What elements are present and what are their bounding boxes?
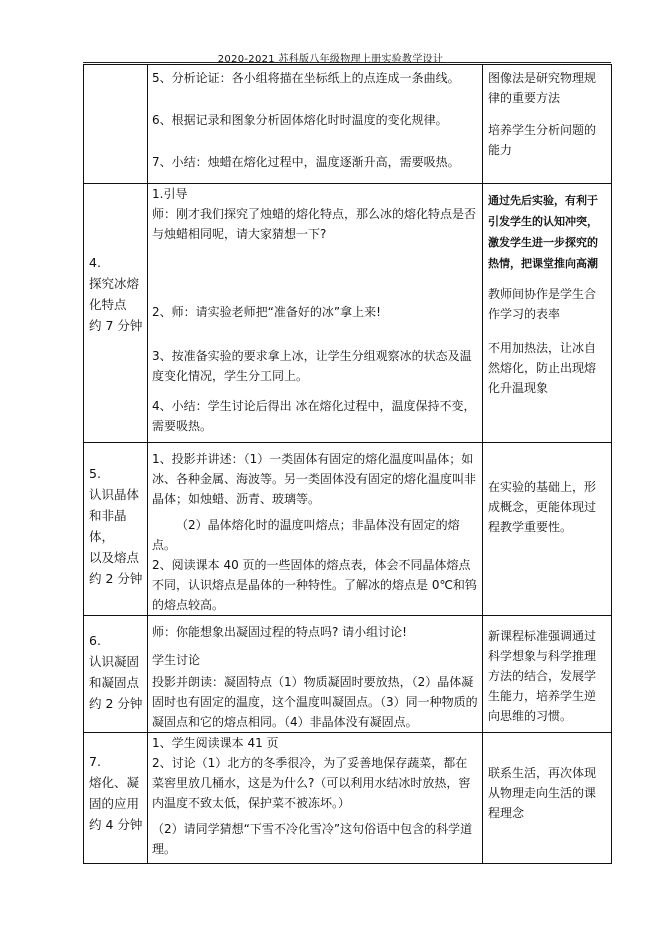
note-text: 不用加热法，让冰自然熔化，防止出现熔化升温现象	[488, 341, 597, 395]
section-duration: 约 2 分钟	[89, 696, 143, 711]
section-title: 熔化、凝	[89, 775, 140, 790]
section-title: 认识凝固	[89, 654, 140, 669]
note-cell	[483, 443, 612, 616]
note-text: 新课程标准强调通过科学想象与科学推理方法的结合，发展学生能力，培养学生逆向思维的习惯。	[488, 629, 597, 723]
activity-text: 学生讨论	[152, 653, 201, 667]
activity-text: （2）晶体熔化时的温度叫熔点；非晶体没有固定的熔点。	[152, 518, 460, 552]
section-title: 以及熔点	[89, 550, 140, 565]
table-row	[84, 616, 612, 733]
activity-cell	[148, 443, 483, 616]
section-cell	[84, 184, 148, 443]
lesson-table	[83, 64, 612, 864]
section-title: 化特点	[89, 297, 127, 312]
activity-text: 2、讨论（1）北方的冬季很冷，为了妥善地保存蔬菜，都在菜窖里放几桶水，这是为什么?（可以利用水结冰时放热，窖内温度不致太低，保护菜不被冻坏。）	[152, 756, 471, 810]
activity-text: 师：你能想象出凝固过程的特点吗? 请小组讨论!	[152, 625, 407, 639]
activity-cell	[148, 184, 483, 443]
section-cell	[84, 443, 148, 616]
note-cell	[483, 65, 612, 184]
section-number: 4.	[89, 255, 101, 270]
note-cell	[483, 184, 612, 443]
table-row	[84, 733, 612, 864]
activity-text: 师：刚才我们探究了烛蜡的熔化特点，那么冰的熔化特点是否与烛蜡相同呢，请大家猜想一下?	[152, 207, 477, 241]
section-duration: 约 2 分钟	[89, 571, 143, 586]
activity-cell	[148, 65, 483, 184]
section-cell	[84, 616, 148, 733]
note-text: 通过先后实验，有利于引发学生的认知冲突，激发学生进一步探究的热情，把课堂推向高潮	[488, 194, 598, 270]
header-rule	[83, 62, 611, 63]
activity-text: 投影并朗读：凝固特点（1）物质凝固时要放热，（2）晶体凝固时也有固定的温度，这个温度叫凝固点。（3）同一种物质的凝固点和它的熔点相同。（4）非晶体没有凝固点。	[152, 675, 478, 729]
page-header: 2020-2021 苏科版八年级物理上册实验教学设计	[217, 54, 444, 65]
section-number: 5.	[89, 466, 101, 481]
section-title: 和非晶体，	[89, 508, 127, 544]
activity-text: 2、师：请实验老师把“准备好的冰”拿上来!	[152, 305, 381, 319]
section-title: 和凝固点	[89, 675, 140, 690]
activity-cell	[148, 733, 483, 864]
activity-text: 4、小结：学生讨论后得出 冰在熔化过程中，温度保持不变，需要吸热。	[152, 399, 476, 433]
activity-cell	[148, 616, 483, 733]
activity-text: 7、小结：烛蜡在熔化过程中，温度逐渐升高，需要吸热。	[152, 155, 460, 169]
section-number: 6.	[89, 633, 101, 648]
activity-text: 5、分析论证：各小组将描在坐标纸上的点连成一条曲线。	[152, 71, 460, 85]
activity-text: 1、学生阅读课本 41 页	[152, 736, 279, 750]
activity-text: 1.引导	[152, 187, 188, 201]
note-text: 在实验的基础上，形成概念，更能体现过程教学重要性。	[488, 480, 597, 534]
note-text: 联系生活，再次体现从物理走向生活的课程理念	[488, 766, 597, 820]
section-title: 探究冰熔	[89, 276, 140, 291]
note-cell	[483, 616, 612, 733]
note-cell	[483, 733, 612, 864]
section-duration: 约 7 分钟	[89, 318, 143, 333]
activity-text: 6、根据记录和图象分析固体熔化时时温度的变化规律。	[152, 113, 448, 127]
table-row	[84, 443, 612, 616]
activity-text: （2）请同学猜想“下雪不冷化雪冷”这句俗语中包含的科学道理。	[152, 822, 473, 856]
note-text: 教师间协作是学生合作学习的表率	[488, 287, 597, 321]
table-row	[84, 184, 612, 443]
section-cell	[84, 65, 148, 184]
activity-text: 2、阅读课本 40 页的一些固体的熔点表，体会不同晶体熔点不同，认识熔点是晶体的一种特性。了解冰的熔点是 0℃和钨的熔点较高。	[152, 558, 477, 612]
activity-text: 1、投影并讲述：（1）一类固体有固定的熔化温度叫晶体；如冰、各种金属、海波等。另一类固体没有固定的熔化温度叫非晶体；如烛蜡、沥青、玻璃等。	[152, 452, 477, 506]
section-duration: 约 4 分钟	[89, 817, 143, 832]
table-row	[84, 65, 612, 184]
note-text: 图像法是研究物理规律的重要方法	[488, 71, 597, 105]
activity-text: 3、按准备实验的要求拿上冰，让学生分组观察冰的状态及温度变化情况，学生分工同上。	[152, 349, 472, 383]
note-text: 培养学生分析问题的能力	[488, 123, 597, 157]
section-title: 认识晶体	[89, 487, 140, 502]
section-cell	[84, 733, 148, 864]
section-number: 7.	[89, 754, 101, 769]
section-title: 固的应用	[89, 796, 140, 811]
